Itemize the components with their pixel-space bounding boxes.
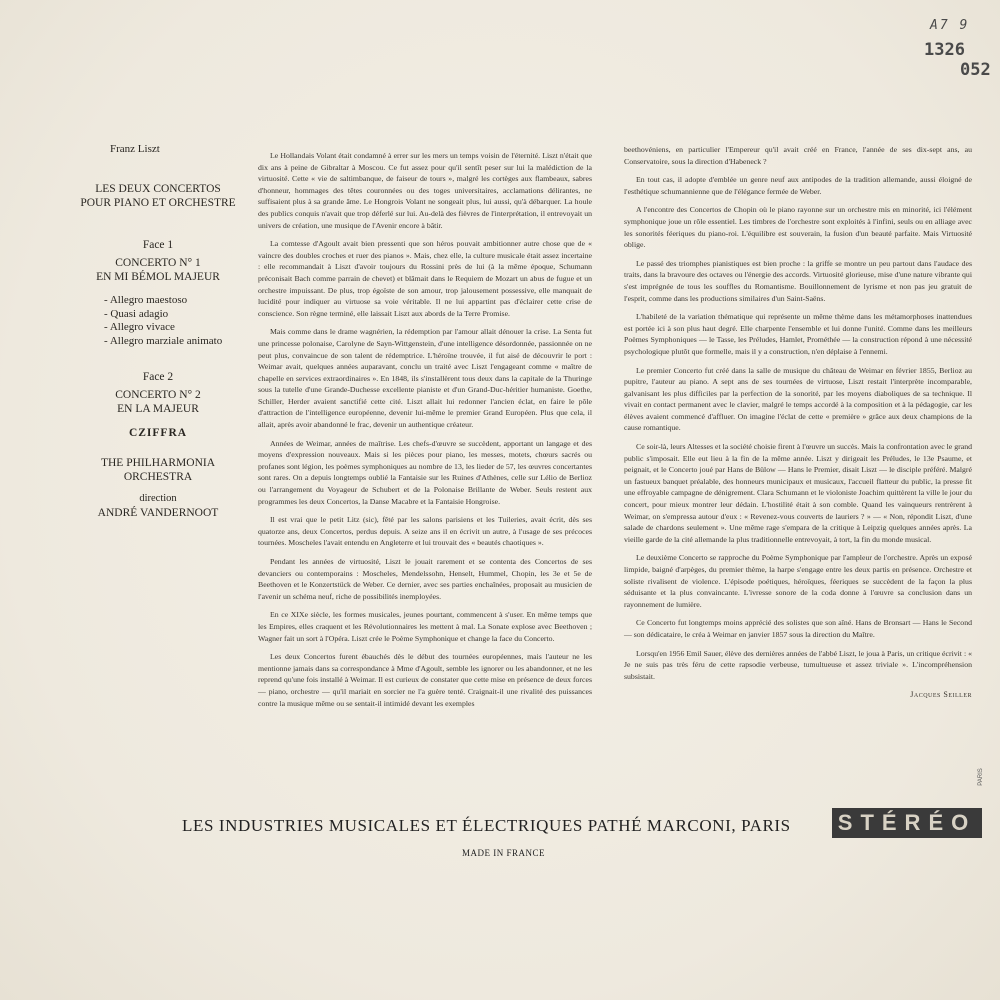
- publisher-line: LES INDUSTRIES MUSICALES ET ÉLECTRIQUES PATHÉ MARCONI, PARIS: [182, 816, 791, 835]
- composer: Franz Liszt: [110, 143, 160, 155]
- liner-notes-column-1: [258, 150, 592, 716]
- paragraph: A l'encontre des Concertos de Chopin où le piano rayonne sur un orchestre mis en minorité, ici l'élément symphonique joue un rôle essentiel. Les timbres de l'orchestre sont exploités à l'infini, seuls ou en alliage avec les sonorités féeriques du piano-roi. L'équilibre est souverain, la fusion d'un beauté parfaite. Mais Virtuosité oblige.: [624, 205, 972, 250]
- paragraph: Le Hollandais Volant était condamné à errer sur les mers un temps voisin de l'éternité. Liszt n'était que dix ans à peine de Gibraltar à Moscou. Ce fut assez pour qu'il sentît peser sur lui la malédiction de la virtuosité. Cette « vie de saltimbanque, de faiseur de tours », malgré les cortèges aux flambeaux, sabres d'honneur, hommages des têtes couronnées ou des toges universitaires, acclamations délirantes, ne suffisaient plus à sa grande âme. Le Hongrois Volant ne songeait plus, lui aussi, qu'à débarquer. La houle des publics conquis n'avait que trop déferlé sur lui. Au-delà des fièvres de l'interprétation, il entrevoyait un univers de création, une musique de l'Avenir encore à bâtir.: [258, 151, 592, 230]
- concerto-1-title: CONCERTO N° 1 EN MI BÉMOL MAJEUR: [96, 257, 220, 283]
- paragraph: Le passé des triomphes pianistiques est bien proche : la griffe se montre un peu partout dans l'audace des traits, dans la bravoure des octaves ou l'énergie des accords. Virtuosité glorieuse, mise d'une nature vibrante qui s'est imprégnée de tous les souffles du Romantisme. Bouillonnement de lyrisme et non pas jeu gratuit de l'esprit, comme dans les productions similaires d'un Saint-Saëns.: [624, 258, 972, 303]
- paragraph: La comtesse d'Agoult avait bien pressenti que son héros pouvait ambitionner autre chose que de « vaincre des doubles croches et ruer des pianos ». Mais, chez elle, la culture musicale était assez incertaine : elle recommandait à Liszt d'avoir toujours du Rossini près de lui (à la même époque, Schumann préconisait Bach comme parrain de chevet) et blâmait dans le Requiem de Mozart un abus de fugue et un orchestre impuissant. De plus, trop égoïste de son amour, trop jalousement possessive, elle manquait de lucidité pour indiquer au virtuose sa voie véritable. Il ne lui appartint pas d'éclairer cette crise de conscience. Son règne terminé, elle laissait Liszt aux abords de la Terre Promise.: [258, 239, 592, 318]
- paragraph: Pendant les années de virtuosité, Liszt le jouait rarement et se contenta des Concertos de ses devanciers ou contemporains : Moscheles, Mendelssohn, Henselt, Hummel, Chopin, les 3e et 5e de Beethoven et le Konzertstück de Weber. Ce dernier, avec ses parties enchaînées, proposait au musicien de l'avenir un schéma neuf, riche de possibilités inemployées.: [258, 557, 592, 601]
- paragraph: Le premier Concerto fut créé dans la salle de musique du château de Weimar en février 1855, Berlioz au pupitre, l'auteur au piano. A sept ans de ses tournées de virtuose, Liszt restait l'interprète incomparable, galvanisant les plus difficiles par la perfection de la sonorité, par les moyens diaboliques de sa technique. Il vivait en contact permanent avec le clavier, malgré le temps accordé à la composition et à la pédagogie, car les élèves avaient commencé d'affluer. On imagine l'éclat de cette « première » grâce aux deux champions de la cause romantique.: [624, 365, 972, 433]
- liner-notes-column-2: [624, 144, 972, 701]
- handwritten-mark: A7 9: [930, 18, 970, 33]
- paragraph: Lorsqu'en 1956 Emil Sauer, élève des dernières années de l'abbé Liszt, le joua à Paris, un critique écrivit : « Je ne suis pas très féru de cette rapsodie verbeuse, tumultueuse et assez triviale ». L'incompréhension subsistait.: [624, 648, 972, 681]
- conductor: ANDRÉ VANDERNOOT: [97, 507, 219, 519]
- program-panel: [78, 142, 238, 520]
- paragraph: Ce Concerto fut longtemps moins apprécié des solistes que son aîné. Hans de Bronsart — Hans le Second — son dédicataire, le créa à Weimar en janvier 1857 sous la direction du Maître.: [624, 618, 972, 639]
- paragraph: Les deux Concertos furent ébauchés dès le début des tournées européennes, mais l'auteur ne les mentionne jamais dans sa correspondance à Mme d'Agoult, semble les ignorer ou les abandonner, et ne les reprend qu'une fois installé à Weimar. Il est curieux de constater que cette mise en présence de deux forces — piano, orchestre — qu'il mariait en sorcier ne l'a guère tenté. Craignait-il une rivalité des puissances contre la musique même ou se sentait-il intimidé devant les exemples: [258, 652, 592, 708]
- paragraph: Ce soir-là, leurs Altesses et la société choisie firent à l'œuvre un succès. Mais la confrontation avec le grand public s'imposait. Elle eut lieu à la fin de la même année. Liszt y dirigeait les Préludes, le 13e Psaume, et peignait, et le Concerto joué par Hans de Bülow — Hans le Premier, disait Liszt — le disciple préféré. Malgré un fastueux banquet préalable, des honneurs municipaux et musicaux, l'accueil flatteur du public, la presse fit une effroyable campagne de dénigrement. Clara Schumann et le violoniste Joachim quittèrent la ville le jour du concert, pour mieux montrer leur dédain. L'hostilité était à son comble. Quand les vainqueurs rentrèrent à Weimar, on s'empressa autour d'eux : « Revenez-vous couverts de lauriers ? » — « Non, répondit Liszt, d'une salade de chardons seulement ». Une même rage s'empara de la critique à Leipzig quelques années après. La vieille garde de la cité allemande la plus traditionnelle entrevoyait, à tort, la fin du monde musical.: [624, 442, 972, 544]
- paragraph: beethovéniens, en particulier l'Empereur qu'il avait créé en France, l'année de ses dix-sept ans, au Conservatoire, sous la direction d'Habeneck ?: [624, 145, 972, 166]
- paragraph: En tout cas, il adopte d'emblée un genre neuf aux antipodes de la tradition allemande, aussi éloigné de l'esthétique schumannienne que de l'élégance fermée de Weber.: [624, 175, 972, 196]
- orchestra: THE PHILHARMONIA ORCHESTRA: [100, 457, 216, 483]
- direction-label: direction: [139, 493, 177, 504]
- side-1-label: Face 1: [142, 239, 174, 251]
- paragraph: Années de Weimar, années de maîtrise. Les chefs-d'œuvre se succèdent, apportant un langage et des moyens d'expression nouveaux. Mais si les pièces pour piano, les messes, motets, chœurs sacrés ou profanes sont légion, les poèmes symphoniques au nombre de 13, les lieder de 57, les œuvres concertantes sont rares. On a depuis longtemps oublié la Fantaisie sur les Ruines d'Athènes, celle sur Lélio de Berlioz ou l'arrangement du Voyageur de Schubert et de la Polonaise Brillante de Weber. Seuls restent aux programmes les deux Concertos, la Danse Macabre et la Fantaisie Hongroise.: [258, 438, 592, 506]
- paragraph: Mais comme dans le drame wagnérien, la rédemption par l'amour allait dénouer la crise. La Senta fut une princesse polonaise, Carolyne de Sayn-Wittgenstein, d'une intelligence désordonnée, passionnée on ne peut plus, convaincue de son talent de rédemptrice. L'héroïne trouvée, il fut aisé de découvrir le port : Weimar avait, quelques années auparavant, conclu un traité avec Liszt l'engageant comme « maître de chapelle en services extraordinaires ». En 1848, ils s'installèrent tous deux dans la capitale de la Thuringe sous la tutelle d'une Grande-Duchesse excellente pianiste et d'un Grand-Duc-héritier humaniste. Goethe, Schiller, Herder avaient sanctifié cette cité. Liszt allait lui redonner l'ancien éclat, en faire le pôle d'attraction de l'intelligence européenne, devenir lui-même le premier Grand Européen. Plus que cela, il allait, après avoir abandonné le frac, devenir un authentique créateur.: [258, 327, 592, 430]
- movement-list: [78, 294, 238, 348]
- album-title: LES DEUX CONCERTOS POUR PIANO ET ORCHESTRE: [80, 183, 236, 209]
- side-2-label: Face 2: [142, 371, 174, 383]
- paragraph: L'habileté de la variation thématique qui représente un même thème dans les métamorphoses inattendues est portée ici à son plus haut degré. Elle charpente l'ensemble et lui donne l'unité. Comme dans les meilleurs Poèmes Symphoniques — le Tasse, les Préludes, Hamlet, Prométhée — la construction répond à une nécessité psychologique plutôt que formelle, mais il y a construction, n'en déplaise à l'ennemi.: [624, 312, 972, 356]
- side-print: PARIS: [977, 768, 984, 786]
- list-item: - Allegro maestoso: [104, 294, 238, 308]
- author-signature: Jacques Seiller: [910, 690, 972, 700]
- handwritten-number-2: 052: [960, 60, 991, 80]
- paragraph: Le deuxième Concerto se rapproche du Poème Symphonique par l'ampleur de l'orchestre. Après un exposé limpide, baigné d'arpèges, du premier thème, la harpe s'engage entre les deux partis en présence. Orchestre et soliste rivalisent de violence. L'épisode poétiques, héroïques, féeriques se succèdent de la façon la plus séduisante et la plus convaincante. L'ivresse sonore de la coda donne à l'œuvre sa conclusion dans un rayonnement de lumière.: [624, 553, 972, 609]
- handwritten-number: 1326: [924, 40, 965, 60]
- stereo-badge: STÉRÉO: [832, 808, 982, 838]
- pianist: CZIFFRA: [128, 427, 188, 439]
- paragraph: Il est vrai que le petit Litz (sic), fêté par les salons parisiens et les Tuileries, avait écrit, dès ses quatorze ans, deux Concertos, perdus depuis. A seize ans il en écrivit un autre, à l'usage de ses précoces tournées. Moscheles l'avait entendu en Angleterre et lui trouvait des « beautés chaotiques ».: [258, 515, 592, 548]
- list-item: - Quasi adagio: [104, 308, 238, 322]
- made-in-label: MADE IN FRANCE: [462, 848, 546, 858]
- list-item: - Allegro marziale animato: [104, 335, 238, 349]
- list-item: - Allegro vivace: [104, 321, 238, 335]
- paragraph: En ce XIXe siècle, les formes musicales, jeunes pourtant, commencent à s'user. En même temps que les Empires, elles craquent et les Révolutionnaires les mettent à mal. La Sonate explose avec Beethoven ; Wagner fait un sort à l'Opéra. Liszt crée le Poème Symphonique et change la face du Concerto.: [258, 610, 592, 643]
- concerto-2-title: CONCERTO N° 2 EN LA MAJEUR: [115, 389, 201, 415]
